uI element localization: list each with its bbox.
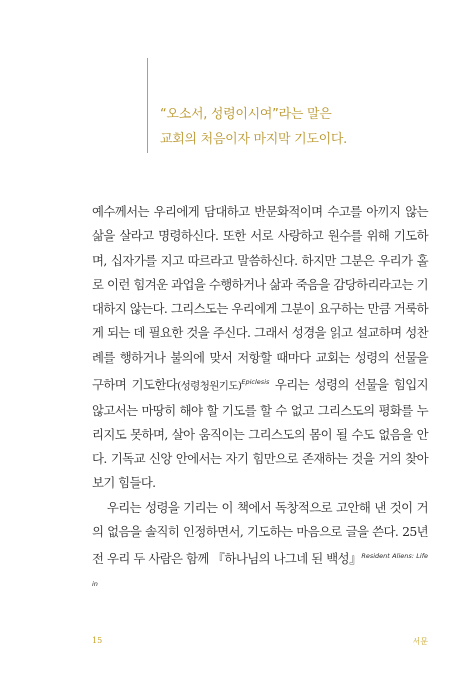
body-text	[92, 200, 428, 599]
page-number: 15	[92, 636, 103, 645]
resident-aliens-note: Resident Aliens: Life in	[92, 552, 428, 588]
section-title: 서문	[412, 637, 428, 646]
paragraph-1-text-b: 우리는 성령의 선물을 힘입지 않고서는 마땅히 해야 할 기도를 할 수 없고 그리스도의 평화를 누리지도 못하며, 살아 움직이는 그리스도의 몸이 될 수도 없음을 안다. 기독교 신앙 안에서는 자기 힘만으로 존재하는 것을 거의 찾아보기 힘들다.	[92, 377, 428, 491]
paragraph-1-parenthetical: (성령청원기도)	[177, 380, 242, 393]
paragraph-2	[92, 496, 428, 599]
paragraph-1-text-a: 예수께서는 우리에게 담대하고 반문화적이며 수고를 아끼지 않는 삶을 살라고 명령하신다. 또한 서로 사랑하고 원수를 위해 기도하며, 십자가를 지고 따르라고 말씀하신다. 하지만 그분은 우리가 홀로 이런 힘겨운 과업을 수행하거나 삶과 죽음을 감당하리라고는 기대하지 않는다. 그리스도는 우리에게 그분이 요구하는 만큼 거룩하게 되는 데 필요한 것을 주신다. 그래서 성경을 읽고 설교하며 성찬례를 행하거나 불의에 맞서 저항할 때마다 교회는 성령의 선물을 구하며 기도한다	[92, 204, 428, 393]
pull-quote-line-2: 교회의 처음이자 마지막 기도이다.	[160, 132, 347, 147]
pull-quote-line-1: “오소서, 성령이시여”라는 말은	[160, 107, 332, 122]
pull-quote	[160, 102, 347, 152]
paragraph-2-text: 우리는 성령을 기리는 이 책에서 독창적으로 고안해 낸 것이 거의 없음을 솔직히 인정하면서, 기도하는 마음으로 글을 쓴다. 25년 전 우리 두 사람은 함께 『하나님의 나그네 된 백성』	[92, 499, 428, 567]
paragraph-1	[92, 200, 428, 496]
gold-vertical-rule	[147, 58, 148, 153]
page-footer	[92, 636, 428, 647]
epiclesis-note: Epiclesis	[241, 378, 270, 387]
